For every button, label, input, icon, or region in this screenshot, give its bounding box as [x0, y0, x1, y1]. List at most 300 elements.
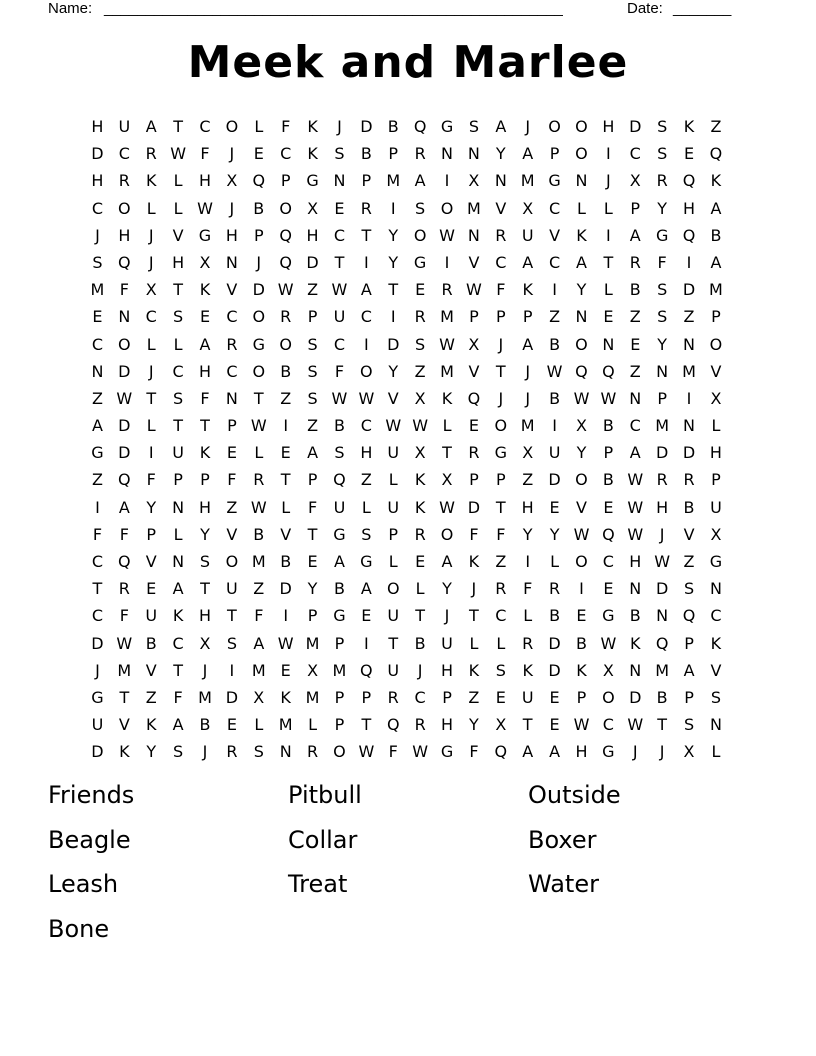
grid-letter[interactable]: C [495, 606, 507, 626]
grid-letter[interactable]: Q [494, 742, 508, 762]
grid-letter[interactable]: U [387, 606, 400, 626]
grid-letter[interactable]: B [199, 715, 211, 735]
grid-letter[interactable]: N [441, 144, 453, 164]
grid-letter[interactable]: K [280, 687, 291, 707]
grid-letter[interactable]: H [602, 117, 615, 136]
grid-letter[interactable]: W [600, 388, 617, 408]
grid-letter[interactable]: P [495, 307, 506, 327]
grid-letter[interactable]: L [415, 579, 425, 599]
grid-letter[interactable]: B [333, 416, 345, 436]
grid-letter[interactable]: R [145, 144, 157, 164]
grid-letter[interactable]: T [280, 470, 291, 490]
grid-letter[interactable]: L [173, 334, 183, 354]
grid-letter[interactable]: O [548, 117, 561, 136]
grid-letter[interactable]: O [252, 361, 266, 381]
grid-letter[interactable]: G [333, 606, 346, 626]
grid-letter[interactable]: D [387, 334, 400, 354]
grid-letter[interactable]: J [229, 198, 235, 218]
grid-letter[interactable]: Z [253, 579, 265, 599]
grid-letter[interactable]: L [254, 715, 264, 735]
grid-letter[interactable]: H [521, 497, 534, 517]
grid-letter[interactable]: U [548, 443, 561, 463]
grid-letter[interactable]: E [603, 579, 614, 599]
grid-letter[interactable]: Y [495, 144, 506, 164]
grid-letter[interactable]: X [226, 171, 238, 191]
grid-letter[interactable]: Q [467, 388, 481, 408]
grid-letter[interactable]: W [466, 280, 482, 300]
grid-letter[interactable]: F [523, 579, 533, 599]
grid-letter[interactable]: W [573, 715, 590, 735]
grid-letter[interactable]: G [602, 606, 615, 626]
grid-letter[interactable]: I [95, 497, 100, 517]
grid-letter[interactable]: C [199, 117, 211, 136]
grid-letter[interactable]: E [468, 416, 479, 436]
grid-letter[interactable]: V [468, 252, 480, 272]
grid-letter[interactable]: L [388, 552, 398, 571]
grid-letter[interactable]: O [413, 225, 427, 245]
grid-letter[interactable]: W [627, 470, 644, 490]
grid-letter[interactable]: P [334, 633, 345, 653]
grid-letter[interactable]: C [118, 144, 130, 164]
grid-letter[interactable]: D [682, 443, 696, 463]
grid-letter[interactable]: A [307, 443, 319, 463]
grid-letter[interactable]: H [441, 715, 454, 735]
grid-letter[interactable]: L [603, 198, 613, 218]
grid-letter[interactable]: F [200, 144, 210, 164]
grid-letter[interactable]: R [280, 307, 292, 327]
grid-letter[interactable]: Y [657, 198, 668, 218]
grid-letter[interactable]: J [525, 388, 531, 408]
grid-letter[interactable]: L [146, 334, 156, 354]
grid-letter[interactable]: K [172, 606, 184, 626]
grid-letter[interactable]: H [198, 361, 212, 381]
grid-letter[interactable]: N [575, 171, 588, 191]
grid-letter[interactable]: S [657, 280, 668, 300]
grid-letter[interactable]: W [331, 388, 348, 408]
grid-letter[interactable]: X [414, 388, 426, 408]
grid-letter[interactable]: W [331, 280, 348, 300]
grid-letter[interactable]: R [495, 225, 507, 245]
grid-letter[interactable]: N [172, 497, 185, 517]
grid-letter[interactable]: Q [602, 361, 615, 381]
grid-letter[interactable]: C [333, 225, 346, 245]
grid-letter[interactable]: Q [118, 470, 131, 490]
grid-letter[interactable]: J [148, 252, 154, 272]
grid-letter[interactable]: U [710, 497, 722, 517]
grid-letter[interactable]: A [441, 552, 453, 571]
grid-letter[interactable]: T [200, 416, 210, 436]
grid-letter[interactable]: W [439, 497, 455, 517]
grid-letter[interactable]: Y [549, 524, 560, 544]
grid-letter[interactable]: R [656, 171, 668, 191]
grid-letter[interactable]: S [657, 144, 668, 164]
grid-letter[interactable]: A [199, 334, 211, 354]
grid-letter[interactable]: V [387, 388, 399, 408]
grid-letter[interactable]: C [549, 252, 561, 272]
grid-letter[interactable]: N [225, 252, 238, 272]
grid-letter[interactable]: B [145, 633, 157, 653]
grid-letter[interactable]: A [333, 552, 345, 571]
grid-letter[interactable]: N [172, 552, 185, 571]
grid-letter[interactable]: N [494, 171, 507, 191]
grid-letter[interactable]: G [440, 742, 454, 762]
grid-letter[interactable]: Y [307, 579, 318, 599]
grid-letter[interactable]: W [412, 416, 429, 436]
grid-letter[interactable]: X [710, 388, 722, 408]
grid-letter[interactable]: J [229, 144, 235, 164]
grid-letter[interactable]: Z [495, 552, 507, 571]
grid-letter[interactable]: L [711, 742, 721, 762]
grid-letter[interactable]: T [361, 225, 372, 245]
grid-letter[interactable]: M [467, 198, 481, 218]
grid-letter[interactable]: V [549, 225, 561, 245]
grid-letter[interactable]: I [606, 225, 611, 245]
grid-letter[interactable]: E [199, 307, 211, 327]
grid-letter[interactable]: C [360, 307, 372, 327]
grid-letter[interactable]: D [91, 144, 104, 164]
grid-letter[interactable]: B [253, 198, 265, 218]
grid-letter[interactable]: C [226, 307, 238, 327]
grid-letter[interactable]: P [603, 443, 614, 463]
grid-letter[interactable]: Q [575, 361, 588, 381]
grid-letter[interactable]: A [522, 252, 534, 272]
grid-letter[interactable]: B [602, 416, 614, 436]
grid-letter[interactable]: N [279, 742, 292, 762]
grid-letter[interactable]: K [414, 497, 426, 517]
grid-letter[interactable]: P [146, 524, 157, 544]
grid-letter[interactable]: F [92, 524, 103, 544]
grid-letter[interactable]: N [575, 307, 588, 327]
grid-letter[interactable]: L [173, 171, 183, 191]
grid-letter[interactable]: Q [360, 660, 373, 680]
grid-letter[interactable]: E [603, 497, 614, 517]
grid-letter[interactable]: U [145, 606, 158, 626]
grid-letter[interactable]: K [683, 117, 695, 136]
grid-letter[interactable]: E [280, 660, 291, 680]
grid-letter[interactable]: F [227, 470, 237, 490]
grid-letter[interactable]: F [334, 361, 345, 381]
grid-letter[interactable]: M [332, 660, 347, 680]
grid-letter[interactable]: Q [279, 252, 292, 272]
grid-letter[interactable]: C [280, 144, 292, 164]
grid-letter[interactable]: U [333, 307, 346, 327]
grid-letter[interactable]: J [525, 117, 531, 136]
grid-letter[interactable]: C [91, 606, 104, 626]
grid-letter[interactable]: E [415, 552, 426, 571]
grid-letter[interactable]: A [549, 742, 561, 762]
grid-letter[interactable]: G [198, 225, 212, 245]
grid-letter[interactable]: G [413, 252, 427, 272]
grid-letter[interactable]: E [683, 144, 695, 164]
grid-letter[interactable]: M [709, 280, 723, 300]
grid-letter[interactable]: F [146, 470, 156, 490]
grid-letter[interactable]: M [117, 660, 132, 680]
grid-letter[interactable]: F [119, 524, 129, 544]
grid-letter[interactable]: G [91, 687, 104, 707]
grid-letter[interactable]: A [360, 280, 372, 300]
grid-letter[interactable]: L [173, 524, 183, 544]
grid-letter[interactable]: V [710, 361, 722, 381]
grid-letter[interactable]: D [279, 579, 292, 599]
grid-letter[interactable]: Q [118, 552, 131, 571]
grid-letter[interactable]: X [683, 742, 695, 762]
grid-letter[interactable]: A [172, 579, 184, 599]
grid-letter[interactable]: E [415, 280, 426, 300]
grid-letter[interactable]: I [283, 606, 289, 626]
grid-letter[interactable]: P [280, 171, 291, 191]
grid-letter[interactable]: I [552, 416, 557, 436]
grid-letter[interactable]: E [603, 307, 614, 327]
grid-letter[interactable]: F [657, 252, 667, 272]
grid-letter[interactable]: R [414, 715, 426, 735]
grid-letter[interactable]: U [333, 497, 346, 517]
grid-letter[interactable]: X [468, 334, 480, 354]
grid-letter[interactable]: B [253, 524, 265, 544]
grid-letter[interactable]: L [361, 497, 371, 517]
grid-letter[interactable]: A [522, 334, 534, 354]
grid-letter[interactable]: B [280, 361, 292, 381]
grid-letter[interactable]: E [146, 579, 157, 599]
grid-letter[interactable]: B [575, 633, 587, 653]
grid-letter[interactable]: D [467, 497, 481, 517]
grid-letter[interactable]: R [387, 687, 399, 707]
grid-letter[interactable]: J [417, 660, 423, 680]
grid-letter[interactable]: L [496, 633, 506, 653]
grid-letter[interactable]: P [442, 687, 452, 707]
grid-letter[interactable]: T [92, 579, 103, 599]
grid-letter[interactable]: M [655, 416, 670, 436]
grid-letter[interactable]: E [334, 198, 345, 218]
grid-letter[interactable]: X [199, 633, 211, 653]
grid-letter[interactable]: G [91, 443, 104, 463]
grid-letter[interactable]: S [683, 579, 695, 599]
grid-letter[interactable]: R [414, 307, 426, 327]
grid-letter[interactable]: Z [549, 307, 561, 327]
grid-letter[interactable]: M [520, 416, 535, 436]
grid-letter[interactable]: L [577, 198, 586, 218]
grid-letter[interactable]: T [307, 524, 318, 544]
grid-letter[interactable]: K [468, 552, 480, 571]
grid-letter[interactable]: X [414, 443, 426, 463]
grid-letter[interactable]: E [226, 443, 237, 463]
grid-letter[interactable]: L [550, 552, 560, 571]
grid-letter[interactable]: R [629, 252, 641, 272]
grid-letter[interactable]: P [388, 524, 399, 544]
grid-letter[interactable]: P [253, 225, 264, 245]
grid-letter[interactable]: P [684, 633, 694, 653]
grid-letter[interactable]: J [148, 361, 154, 381]
grid-letter[interactable]: X [468, 171, 480, 191]
grid-letter[interactable]: W [197, 198, 213, 218]
grid-letter[interactable]: K [307, 117, 318, 136]
grid-letter[interactable]: M [305, 687, 320, 707]
grid-letter[interactable]: G [709, 552, 723, 571]
grid-letter[interactable]: O [602, 687, 615, 707]
grid-letter[interactable]: S [307, 361, 318, 381]
grid-letter[interactable]: P [711, 470, 721, 490]
grid-letter[interactable]: Q [333, 470, 346, 490]
grid-letter[interactable]: J [256, 252, 262, 272]
grid-letter[interactable]: L [603, 280, 613, 300]
grid-letter[interactable]: S [173, 388, 184, 408]
grid-letter[interactable]: P [549, 144, 560, 164]
grid-letter[interactable]: O [440, 524, 454, 544]
grid-letter[interactable]: E [307, 552, 318, 571]
grid-letter[interactable]: A [522, 144, 534, 164]
grid-letter[interactable]: W [385, 416, 402, 436]
grid-letter[interactable]: O [333, 742, 346, 762]
grid-letter[interactable]: K [576, 225, 587, 245]
grid-letter[interactable]: B [414, 633, 426, 653]
grid-letter[interactable]: R [683, 470, 695, 490]
grid-letter[interactable]: Y [442, 579, 452, 599]
grid-letter[interactable]: I [229, 660, 235, 680]
grid-letter[interactable]: F [119, 280, 129, 300]
grid-letter[interactable]: T [522, 715, 533, 735]
grid-letter[interactable]: L [442, 416, 452, 436]
grid-letter[interactable]: I [686, 252, 692, 272]
grid-letter[interactable]: U [521, 687, 534, 707]
grid-letter[interactable]: Q [118, 252, 131, 272]
grid-letter[interactable]: W [250, 497, 267, 517]
grid-letter[interactable]: X [710, 524, 722, 544]
grid-letter[interactable]: D [91, 633, 104, 653]
grid-letter[interactable]: A [522, 742, 534, 762]
grid-letter[interactable]: R [468, 443, 480, 463]
grid-letter[interactable]: Y [200, 524, 210, 544]
grid-letter[interactable]: T [200, 579, 210, 599]
grid-letter[interactable]: Z [226, 497, 238, 517]
grid-letter[interactable]: T [334, 252, 345, 272]
grid-letter[interactable]: P [469, 307, 479, 327]
grid-letter[interactable]: Y [146, 742, 157, 762]
grid-letter[interactable]: J [202, 660, 208, 680]
grid-letter[interactable]: A [710, 198, 722, 218]
grid-letter[interactable]: R [549, 579, 561, 599]
grid-letter[interactable]: D [655, 443, 669, 463]
date-field[interactable]: _______ [673, 0, 732, 17]
grid-letter[interactable]: T [657, 715, 668, 735]
grid-letter[interactable]: M [440, 361, 454, 381]
grid-letter[interactable]: L [308, 715, 318, 735]
grid-letter[interactable]: C [91, 552, 104, 571]
grid-letter[interactable]: J [659, 742, 665, 762]
grid-letter[interactable]: B [656, 687, 668, 707]
grid-letter[interactable]: P [334, 715, 345, 735]
grid-letter[interactable]: C [414, 687, 426, 707]
grid-letter[interactable]: D [682, 280, 696, 300]
grid-letter[interactable]: E [495, 687, 506, 707]
grid-letter[interactable]: S [495, 660, 506, 680]
grid-letter[interactable]: D [629, 117, 642, 136]
grid-letter[interactable]: K [199, 280, 211, 300]
grid-letter[interactable]: E [92, 307, 103, 327]
grid-letter[interactable]: T [173, 416, 183, 436]
grid-letter[interactable]: A [683, 660, 695, 680]
grid-letter[interactable]: Z [91, 388, 103, 408]
grid-letter[interactable]: C [360, 416, 372, 436]
grid-letter[interactable]: S [173, 742, 184, 762]
grid-letter[interactable]: T [173, 280, 183, 300]
grid-letter[interactable]: H [441, 660, 454, 680]
grid-letter[interactable]: E [630, 334, 641, 354]
grid-letter[interactable]: M [251, 660, 266, 680]
grid-letter[interactable]: S [415, 334, 426, 354]
grid-letter[interactable]: A [710, 252, 722, 272]
grid-letter[interactable]: A [629, 225, 641, 245]
grid-letter[interactable]: A [118, 497, 130, 517]
grid-letter[interactable]: P [576, 687, 587, 707]
grid-letter[interactable]: W [439, 225, 455, 245]
grid-letter[interactable]: B [549, 606, 561, 626]
grid-letter[interactable]: M [305, 633, 320, 653]
grid-letter[interactable]: O [279, 334, 292, 354]
grid-letter[interactable]: X [602, 660, 614, 680]
grid-letter[interactable]: Z [91, 470, 103, 490]
grid-letter[interactable]: Z [629, 361, 641, 381]
grid-letter[interactable]: Q [279, 225, 292, 245]
grid-letter[interactable]: U [387, 443, 400, 463]
grid-letter[interactable]: L [173, 198, 183, 218]
grid-letter[interactable]: C [145, 307, 157, 327]
grid-letter[interactable]: G [494, 443, 507, 463]
grid-letter[interactable]: Z [307, 280, 319, 300]
grid-letter[interactable]: O [575, 552, 588, 571]
grid-letter[interactable]: P [684, 687, 694, 707]
grid-letter[interactable]: L [281, 497, 291, 517]
grid-letter[interactable]: D [225, 687, 239, 707]
grid-letter[interactable]: Z [468, 687, 480, 707]
grid-letter[interactable]: K [468, 660, 480, 680]
grid-letter[interactable]: D [548, 660, 561, 680]
grid-letter[interactable]: Y [388, 252, 399, 272]
grid-letter[interactable]: P [307, 470, 318, 490]
grid-letter[interactable]: S [226, 633, 237, 653]
grid-letter[interactable]: W [358, 388, 375, 408]
grid-letter[interactable]: W [412, 742, 429, 762]
grid-letter[interactable]: M [90, 280, 105, 300]
grid-letter[interactable]: W [627, 497, 644, 517]
grid-letter[interactable]: Z [280, 388, 292, 408]
grid-letter[interactable]: I [363, 334, 369, 354]
grid-letter[interactable]: K [630, 633, 641, 653]
grid-letter[interactable]: A [145, 117, 157, 136]
grid-letter[interactable]: F [469, 524, 479, 544]
grid-letter[interactable]: H [575, 742, 588, 762]
grid-letter[interactable]: O [252, 307, 266, 327]
grid-letter[interactable]: I [148, 443, 154, 463]
grid-letter[interactable]: N [656, 606, 669, 626]
grid-letter[interactable]: X [307, 660, 319, 680]
grid-letter[interactable]: W [573, 524, 590, 544]
grid-letter[interactable]: D [360, 117, 373, 136]
grid-letter[interactable]: O [225, 117, 239, 136]
grid-letter[interactable]: V [576, 497, 587, 517]
grid-letter[interactable]: M [520, 171, 535, 191]
grid-letter[interactable]: U [118, 117, 131, 136]
grid-letter[interactable]: I [363, 252, 369, 272]
grid-letter[interactable]: E [576, 606, 587, 626]
grid-letter[interactable]: P [361, 687, 372, 707]
grid-letter[interactable]: C [602, 552, 614, 571]
grid-letter[interactable]: Z [360, 470, 372, 490]
grid-letter[interactable]: Z [307, 416, 319, 436]
grid-letter[interactable]: J [444, 606, 450, 626]
grid-letter[interactable]: V [118, 715, 130, 735]
grid-letter[interactable]: I [552, 280, 557, 300]
grid-letter[interactable]: C [549, 198, 561, 218]
grid-letter[interactable]: S [361, 524, 372, 544]
